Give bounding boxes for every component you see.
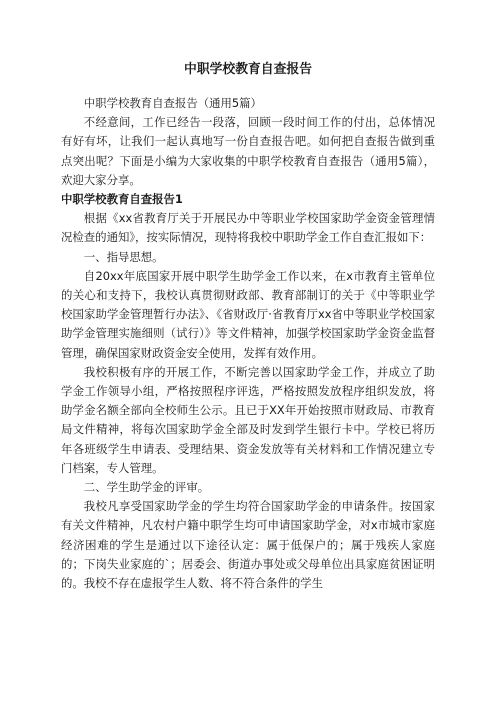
paragraph: 自20xx年底国家开展中职学生助学金工作以来，在x市教育主管单位的关心和支持下，我校认真贯彻财政部、教育部制订的关于《中等职业学校国家助学金管理暂行办法》、《省财政厅·省教育厅xx省中等职业学校国家助学金管理实施细则（试行）》等文件精神，加强学校国家助学金资金监督管理，确保国家财政资金安全使用，发挥有效作用。: [61, 268, 435, 360]
paragraph: 根据《xx省教育厅关于开展民办中等职业学校国家助学金资金管理情况检查的通知》，按实际情况，现特将我校中职助学金工作自查汇报如下：: [61, 211, 435, 245]
paragraph: 不经意间，工作已经告一段落，回顾一段时间工作的付出，总体情况有好有坏，让我们一起认真地写一份自查报告吧。如何把自查报告做到重点突出呢？下面是小编为大家收集的中职学校教育自查报告（通用5篇），欢迎大家分享。: [61, 115, 435, 187]
paragraph: 我校积极有序的开展工作，不断完善以国家助学金工作，并成立了助学金工作领导小组，严格按照程序评选，严格按照发放程序组织发放，将助学金名额全部向全校师生公示。且已于XX年开始按照市财政局、市教育局文件精神，将每次国家助学金全部及时发到学生银行卡中。学校已将历年各班级学生申请表、受理结果、资金发放等有关材料和工作情况建立专门档案，专人管理。: [61, 364, 435, 475]
section-heading: 中职学校教育自查报告1: [61, 192, 183, 207]
document-title: 中职学校教育自查报告: [184, 62, 312, 77]
document-body: [61, 94, 435, 593]
paragraph: 一、指导思想。: [83, 249, 164, 264]
paragraph: 中职学校教育自查报告（通用5篇）: [83, 96, 262, 110]
paragraph: 我校凡享受国家助学金的学生均符合国家助学金的申请条件。按国家有关文件精神，凡农村户籍中职学生均可申请国家助学金，对x市城市家庭经济困难的学生是通过以下途径认定：属于低保户的；属于残疾人家庭的；下岗失业家庭的`；居委会、街道办事处或父母单位出具家庭贫困证明的。我校不存在虚报学生人数、将不符合条件的学生: [61, 499, 435, 591]
paragraph: 二、学生助学金的评审。: [83, 480, 210, 495]
